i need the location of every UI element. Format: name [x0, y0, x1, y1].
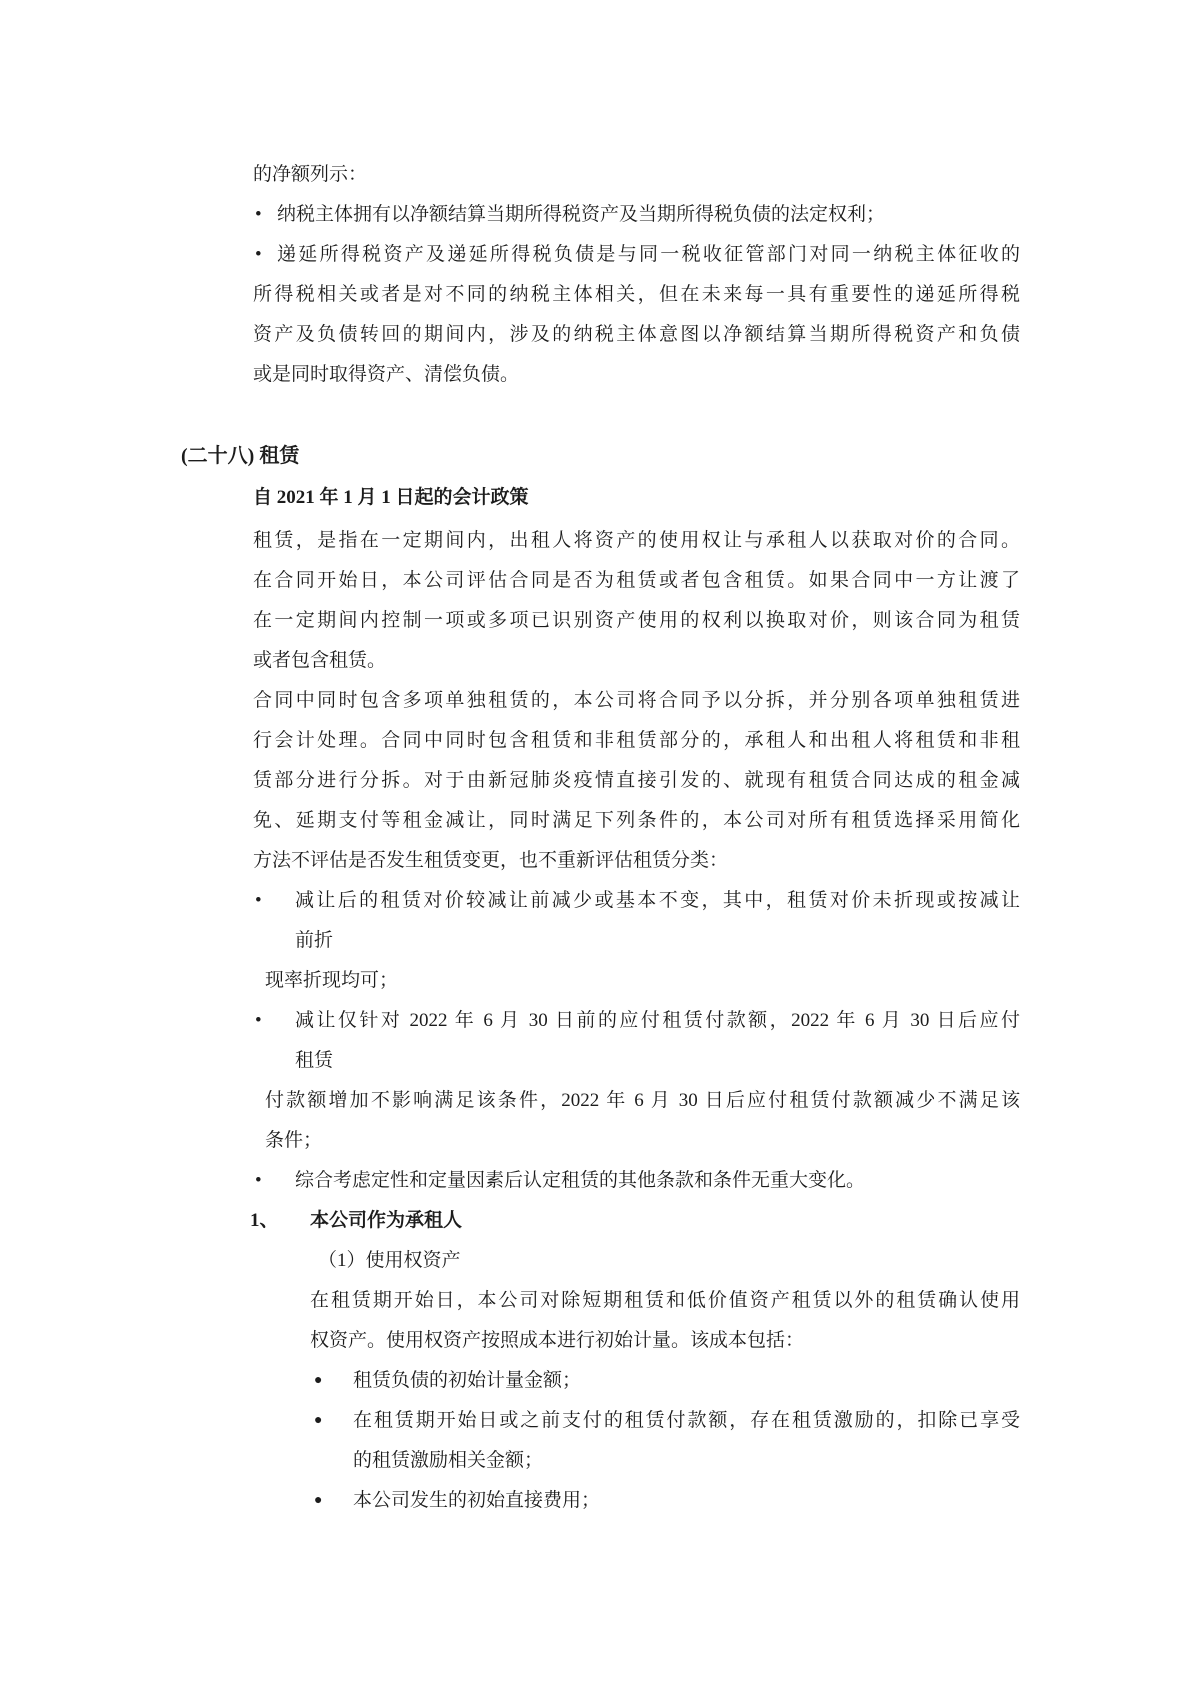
- sub-bullet-item: [310, 1361, 1200, 1401]
- line-text: 付款额增加不影响满足该条件，2022 年 6 月 30 日后应付租赁付款额减少不满足该: [265, 1090, 1020, 1111]
- line-text: 行会计处理。合同中同时包含租赁和非租赁部分的，承租人和出租人将租赁和非租: [253, 730, 1020, 751]
- line-text: 赁部分进行分拆。对于由新冠肺炎疫情直接引发的、就现有租赁合同达成的租金减: [253, 770, 1020, 791]
- line-text: 所得税相关或者是对不同的纳税主体相关，但在未来每一具有重要性的递延所得税: [253, 284, 1020, 305]
- text-line: [253, 641, 1200, 681]
- line-text: 合同中同时包含多项单独租赁的，本公司将合同予以分拆，并分别各项单独租赁进: [253, 690, 1020, 711]
- text-line: [310, 1321, 1200, 1361]
- line-text: 前折: [295, 930, 334, 951]
- line-text: 减让后的租赁对价较减让前减少或基本不变，其中，租赁对价未折现或按减让: [295, 890, 1020, 911]
- text-line: [253, 721, 1200, 761]
- section-heading: [181, 436, 1200, 476]
- line-text: 的租赁激励相关金额；: [353, 1450, 544, 1471]
- line-text: 租赁，是指在一定期间内，出租人将资产的使用权让与承租人以获取对价的合同。: [253, 530, 1020, 551]
- sub-bullet-item: [310, 1401, 1200, 1441]
- line-text: 免、延期支付等租金减让，同时满足下列条件的，本公司对所有租赁选择采用简化: [253, 810, 1020, 831]
- text-line: [253, 355, 1200, 395]
- bullet-icon: ●: [314, 1373, 323, 1388]
- text-line: [253, 521, 1200, 561]
- text-line: [253, 601, 1200, 641]
- bullet-icon: •: [255, 1170, 262, 1191]
- text-line: [253, 841, 1200, 881]
- bullet-item: [253, 195, 1200, 235]
- text-line: [253, 681, 1200, 721]
- line-text: 资产及负债转回的期间内，涉及的纳税主体意图以净额结算当期所得税资产和负债: [253, 324, 1020, 345]
- text-line: [253, 315, 1200, 355]
- bullet-item: [253, 235, 1200, 275]
- text-line: [253, 761, 1200, 801]
- line-text: 或是同时取得资产、清偿负债。: [253, 364, 520, 385]
- line-text: 方法不评估是否发生租赁变更，也不重新评估租赁分类：: [253, 850, 729, 871]
- text-line: [310, 1281, 1200, 1321]
- line-text: 条件；: [265, 1130, 323, 1151]
- text-line: [295, 1041, 1200, 1081]
- line-text: 纳税主体拥有以净额结算当期所得税资产及当期所得税负债的法定权利；: [277, 204, 886, 225]
- line-text: 在租赁期开始日或之前支付的租赁付款额，存在租赁激励的，扣除已享受: [353, 1410, 1020, 1431]
- line-text: （1）使用权资产: [318, 1250, 461, 1271]
- bullet-icon: •: [255, 1010, 262, 1031]
- line-text: 在一定期间内控制一项或多项已识别资产使用的权利以换取对价，则该合同为租赁: [253, 610, 1020, 631]
- bullet-icon: ●: [314, 1493, 323, 1508]
- line-text: 在租赁期开始日，本公司对除短期租赁和低价值资产租赁以外的租赁确认使用: [310, 1290, 1020, 1311]
- bullet-icon: ●: [314, 1413, 323, 1428]
- text-line: [295, 921, 1200, 961]
- line-text: 递延所得税资产及递延所得税负债是与同一税收征管部门对同一纳税主体征收的: [277, 244, 1020, 265]
- line-text: 本公司发生的初始直接费用；: [353, 1490, 601, 1511]
- line-text: (二十八) 租赁: [181, 445, 300, 467]
- text-line: [253, 155, 1200, 195]
- bullet-item: [253, 1001, 1200, 1041]
- text-line: [265, 1121, 1200, 1161]
- text-line: [265, 961, 1200, 1001]
- line-text: 综合考虑定性和定量因素后认定租赁的其他条款和条件无重大变化。: [295, 1170, 866, 1191]
- sub-bullet-item: [310, 1481, 1200, 1521]
- line-text: 在合同开始日，本公司评估合同是否为租赁或者包含租赁。如果合同中一方让渡了: [253, 570, 1020, 591]
- line-text: 或者包含租赁。: [253, 650, 387, 671]
- bullet-icon: •: [255, 244, 262, 265]
- bullet-icon: •: [255, 204, 262, 225]
- list-number: 1、: [250, 1210, 279, 1231]
- bullet-icon: •: [255, 890, 262, 911]
- line-text: 自 2021 年 1 月 1 日起的会计政策: [253, 487, 529, 508]
- text-line: [253, 275, 1200, 315]
- bullet-item: [253, 881, 1200, 921]
- text-line: [265, 1081, 1200, 1121]
- line-text: 租赁: [295, 1050, 334, 1071]
- text-line: [253, 561, 1200, 601]
- line-text: 本公司作为承租人: [310, 1210, 463, 1231]
- line-text: 减让仅针对 2022 年 6 月 30 日前的应付租赁付款额，2022 年 6 月 30 日后应付: [295, 1010, 1020, 1031]
- subsection-title: [318, 1241, 1200, 1281]
- numbered-heading: [250, 1201, 1200, 1241]
- bullet-item: [253, 1161, 1200, 1201]
- line-text: 租赁负债的初始计量金额；: [353, 1370, 582, 1391]
- text-line: [353, 1441, 1200, 1481]
- line-text: 权资产。使用权资产按照成本进行初始计量。该成本包括：: [310, 1330, 805, 1351]
- text-line: [253, 801, 1200, 841]
- line-text: 现率折现均可；: [265, 970, 399, 991]
- line-text: 的净额列示：: [253, 164, 368, 185]
- policy-title: [253, 478, 1200, 518]
